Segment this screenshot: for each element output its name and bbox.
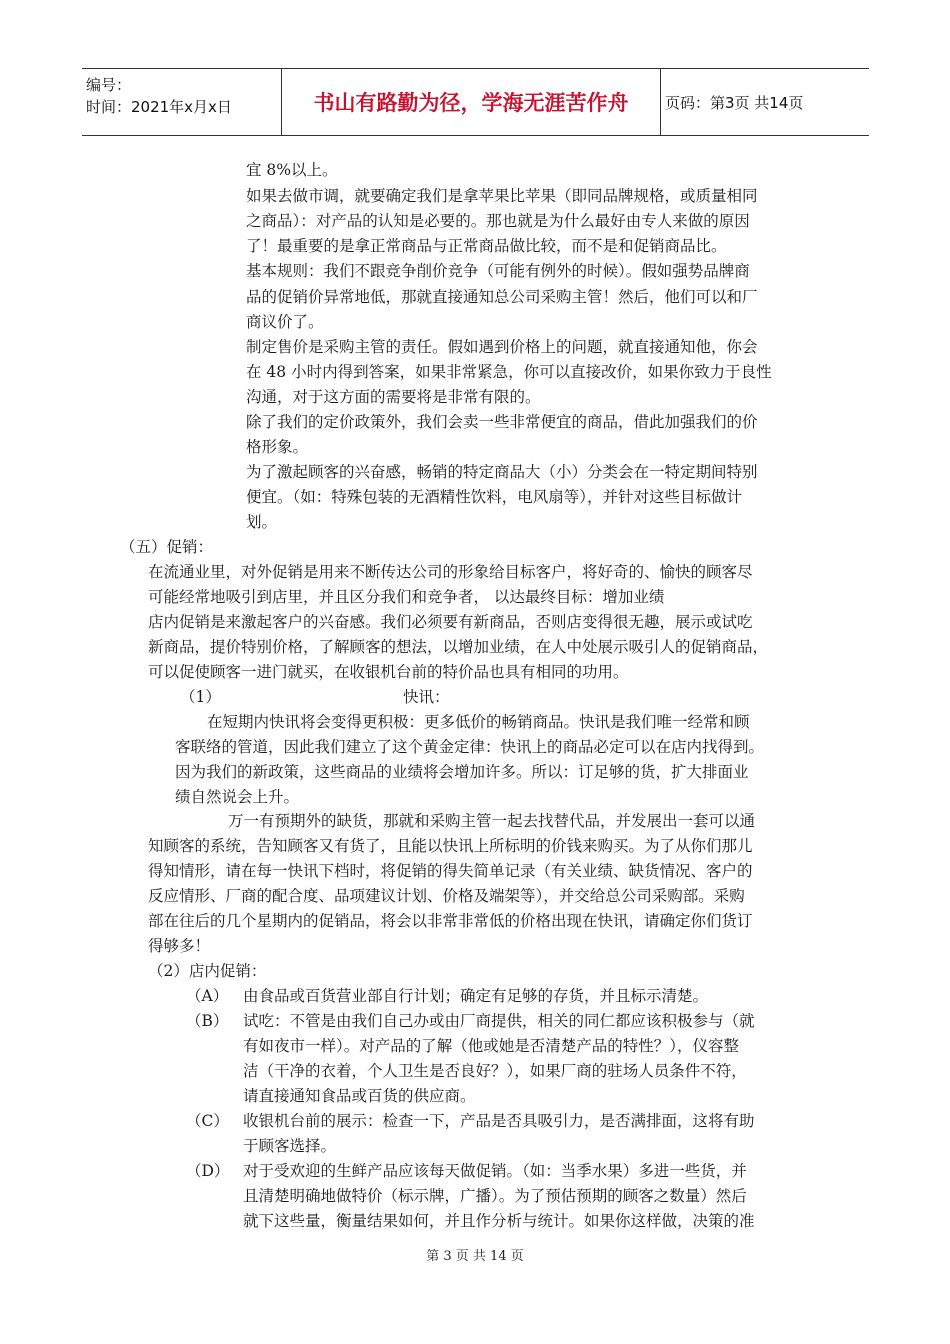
- item-label: （A）: [186, 987, 229, 1005]
- item-label: （C）: [186, 1112, 229, 1130]
- subsection-heading: 快讯：: [403, 688, 450, 706]
- body-line: 得知情形，请在每一快讯下档时，将促销的得失简单记录（有关业绩、缺货情况、客户的: [148, 862, 753, 880]
- body-line: 可以促使顾客一进门就买，在收银机台前的特价品也具有相同的功用。: [148, 663, 629, 681]
- body-line: 收银机台前的展示：检查一下，产品是否具吸引力，是否满排面，这将有助: [243, 1112, 755, 1130]
- body-line: 店内促销是来激起客户的兴奋感。我们必须要有新商品，否则店变得很无趣，展示或试吃: [148, 613, 753, 631]
- body-line: 便宜。（如：特殊包装的无酒精性饮料，电风扇等），并针对这些目标做计: [246, 488, 743, 506]
- body-line: 在流通业里，对外促销是用来不断传达公司的形象给目标客户，将好奇的、愉快的顾客尽: [148, 563, 753, 581]
- body-line: 万一有预期外的缺货，那就和采购主管一起去找替代品，并发展出一套可以通: [228, 812, 756, 830]
- body-line: 试吃：不管是由我们自己办或由厂商提供，相关的同仁都应该积极参与（就: [243, 1012, 755, 1030]
- body-line: 品的促销价异常地低，那就直接通知总公司采购主管！然后，他们可以和厂: [246, 288, 758, 306]
- header-meta: [86, 74, 281, 118]
- document-number-label: 编号：: [86, 76, 132, 94]
- header-page-info: 页码：第3页 共14页: [665, 93, 804, 112]
- header-motto: 书山有路勤为径，学海无涯苦作舟: [313, 91, 629, 115]
- body-line: 格形象。: [246, 438, 309, 456]
- body-line: 如果去做市调，就要确定我们是拿苹果比苹果（即同品牌规格，或质量相同: [246, 187, 758, 205]
- body-line: 知顾客的系统，告知顾客又有货了，且能以快讯上所标明的价钱来购买。为了从你们那儿: [148, 837, 753, 855]
- subsection-number: （1）: [180, 688, 221, 706]
- body-line: 新商品，提价特别价格，了解顾客的想法，以增加业绩，在人中处展示吸引人的促销商品，: [148, 638, 769, 656]
- body-line: 为了激起顾客的兴奋感，畅销的特定商品大（小）分类会在一特定期间特别: [246, 463, 758, 481]
- body-line: 划。: [246, 513, 278, 531]
- document-time: 时间：2021年x月x日: [86, 98, 232, 116]
- body-line: 部在往后的几个星期内的促销品，将会以非常非常低的价格出现在快讯，请确定你们货订: [148, 912, 753, 930]
- body-line: 之商品）：对产品的认知是必要的。那也就是为什么最好由专人来做的原因: [246, 212, 750, 230]
- body-line: 客联络的管道，因此我们建立了这个黄金定律：快讯上的商品必定可以在店内找得到。: [175, 738, 765, 756]
- item-label: （D）: [186, 1162, 230, 1180]
- body-line: 除了我们的定价政策外，我们会卖一些非常便宜的商品，借此加强我们的价: [246, 413, 758, 431]
- subsection-heading: （2）店内促销：: [148, 962, 267, 980]
- body-line: 得够多！: [148, 937, 211, 955]
- body-line: 于顾客选择。: [243, 1137, 337, 1155]
- body-line: 洁（干净的衣着，个人卫生是否良好？），如果厂商的驻场人员条件不符，: [243, 1062, 747, 1080]
- body-line: 因为我们的新政策，这些商品的业绩将会增加许多。所以：订足够的货，扩大排面业: [175, 763, 749, 781]
- body-line: 制定售价是采购主管的责任。假如遇到价格上的问题，就直接通知他，你会: [246, 338, 758, 356]
- body-line: 有如夜市一样）。对产品的了解（他或她是否清楚产品的特性？），仪容整: [243, 1037, 740, 1055]
- body-line: 了！最重要的是拿正常商品与正常商品做比较，而不是和促销商品比。: [246, 237, 727, 255]
- page-header: [82, 68, 869, 136]
- body-line: 由食品或百货营业部自行计划；确定有足够的存货，并且标示清楚。: [243, 987, 709, 1005]
- body-line: 可能经常地吸引到店里，并且区分我们和竞争者， 以达最终目标：增加业绩: [148, 588, 665, 606]
- item-label: （B）: [186, 1012, 229, 1030]
- header-divider-right: [660, 68, 661, 136]
- body-line: 就下这些量，衡量结果如何，并且作分析与统计。如果你这样做，决策的准: [243, 1212, 755, 1230]
- body-line: 在 48 小时内得到答案，如果非常紧急，你可以直接改价，如果你致力于良性: [246, 363, 772, 381]
- page-footer: 第 3 页 共 14 页: [426, 1249, 524, 1264]
- body-line: 反应情形、厂商的配合度、品项建议计划、价格及端架等），并交给总公司采购部。采购: [148, 887, 745, 905]
- body-line: 对于受欢迎的生鲜产品应该每天做促销。（如：当季水果）多进一些货，并: [243, 1162, 747, 1180]
- section-heading: （五）促销：: [120, 538, 214, 556]
- body-line: 且清楚明确地做特价（标示牌，广播）。为了预估预期的顾客之数量）然后: [243, 1187, 747, 1205]
- body-line: 请直接通知食品或百货的供应商。: [243, 1087, 476, 1105]
- body-line: 在短期内快讯将会变得更积极：更多低价的畅销商品。快讯是我们唯一经常和顾: [207, 713, 750, 731]
- body-line: 基本规则：我们不跟竞争削价竞争（可能有例外的时候）。假如强势品牌商: [246, 262, 750, 280]
- body-line: 绩自然说会上升。: [175, 788, 300, 806]
- body-line: 沟通，对于这方面的需要将是非常有限的。: [246, 388, 541, 406]
- body-line: 宜 8%以上。: [246, 161, 338, 179]
- body-line: 商议价了。: [246, 313, 324, 331]
